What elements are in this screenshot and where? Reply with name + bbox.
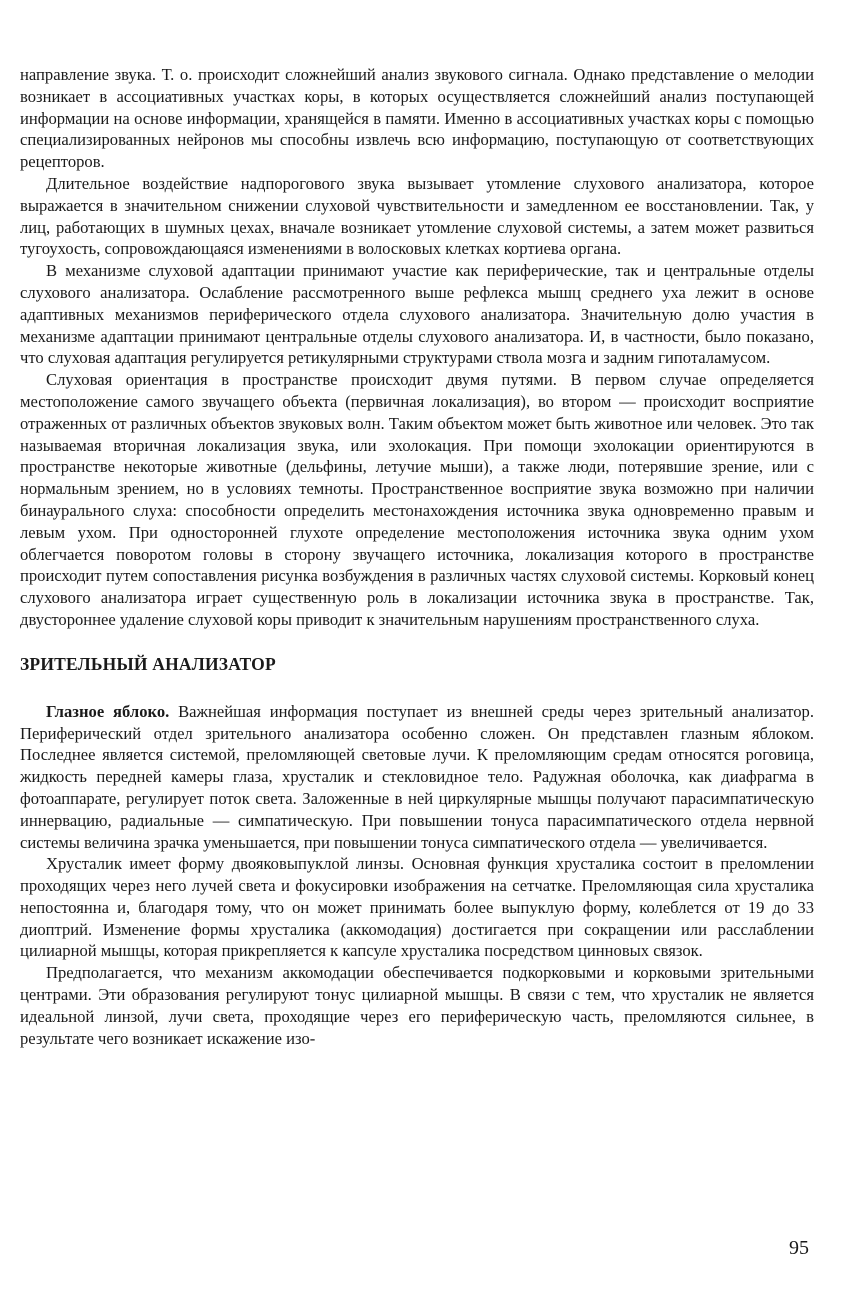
paragraph-sound-analysis: направление звука. Т. о. происходит сложнейший анализ звукового сигнала. Однако представление о мелодии возникает в ассоциативных участках коры, в которых осуществляется сложнейший анализ поступающей информации на основе информации, хранящейся в памяти. Именно в ассоциативных участках коры с помощью специализированных нейронов мы способны извлечь всю информацию, поступающую от соответствующих рецепторов.: [20, 65, 814, 172]
paragraph-spatial-hearing: Слуховая ориентация в пространстве происходит двумя путями. В первом случае определяется местоположение самого звучащего объекта (первичная локализация), во втором — происходит восприятие отраженных от различных объектов звуковых волн. Таким объектом может быть животное или человек. Это так называемая вторичная локализация звука, или эхолокация. При помощи эхолокации ориентируются в пространстве некоторые животные (дельфины, летучие мыши), а также люди, потерявшие зрение, или с нормальным зрением, но в условиях темноты. Пространственное восприятие звука возможно при наличии бинаурального слуха: способности определить местонахождения источника звука одновременно правым и левым ухом. При односторонней глухоте определение местоположения источника звука одним ухом облегчается поворотом головы в сторону звучащего источника, локализация которого в пространстве происходит путем сопоставления рисунка возбуждения в различных частях слуховой системы. Корковый конец слухового анализатора играет существенную роль в локализации источника звука в пространстве. Так, двустороннее удаление слуховой коры приводит к значительным нарушениям пространственного слуха.: [20, 370, 814, 629]
lead-term: Глазное яблоко.: [46, 701, 170, 721]
paragraph-accommodation: Предполагается, что механизм аккомодации обеспечивается подкорковыми и корковыми зрительными центрами. Эти образования регулируют тонус цилиарной мышцы. В связи с тем, что хрусталик не является идеальной линзой, лучи света, проходящие через его периферическую часть, преломляются сильнее, в результате чего возникает искажение изо-: [20, 963, 814, 1048]
paragraph-auditory-fatigue: Длительное воздействие надпорогового звука вызывает утомление слухового анализатора, которое выражается в значительном снижении слуховой чувствительности и замедленном ее восстановлении. Так, у лиц, работающих в шумных цехах, вначале возникает утомление слуховой системы, а затем может развиться тугоухость, сопровождающаяся изменениями в волосковых клетках кортиева органа.: [20, 173, 814, 259]
book-page: [20, 64, 814, 1049]
lead-text: Важнейшая информация поступает из внешней среды через зрительный анализатор. Периферический отдел зрительного анализатора особенно сложен. Он представлен глазным яблоком. Последнее является системой, преломляющей световые лучи. К преломляющим средам относятся роговица, жидкость передней камеры глаза, хрусталик и стекловидное тело. Радужная оболочка, как диафрагма в фотоаппарате, регулирует поток света. Заложенные в ней циркулярные мышцы получают парасимпатическую иннервацию, радиальные — симпатическую. При повышении тонуса парасимпатического отдела нервной системы величина зрачка уменьшается, при повышении тонуса симпатического отдела — увеличивается.: [20, 701, 814, 852]
page-number: 95: [789, 1237, 809, 1259]
section-heading: ЗРИТЕЛЬНЫЙ АНАЛИЗАТОР: [20, 653, 276, 674]
paragraph-eyeball: [20, 701, 814, 854]
paragraph-auditory-adaptation: В механизме слуховой адаптации принимают участие как периферические, так и центральные отделы слухового анализатора. Ослабление рассмотренного выше рефлекса мышц среднего уха лежит в основе адаптивных механизмов периферического отдела слухового анализатора. Значительную долю участия в механизме адаптации принимают центральные отделы слухового анализатора. И, в частности, было показано, что слуховая адаптация регулируется ретикулярными структурами ствола мозга и задним гипоталамусом.: [20, 261, 814, 368]
paragraph-lens: Хрусталик имеет форму двояковыпуклой линзы. Основная функция хрусталика состоит в преломлении проходящих через него лучей света и фокусировки изображения на сетчатке. Преломляющая сила хрусталика непостоянна и, благодаря тому, что он может принимать более выпуклую форму, колеблется от 19 до 33 диоптрий. Изменение формы хрусталика (аккомодация) достигается при сокращении или расслаблении цилиарной мышцы, которая прикрепляется к капсуле хрусталика посредством цинновых связок.: [20, 854, 814, 961]
